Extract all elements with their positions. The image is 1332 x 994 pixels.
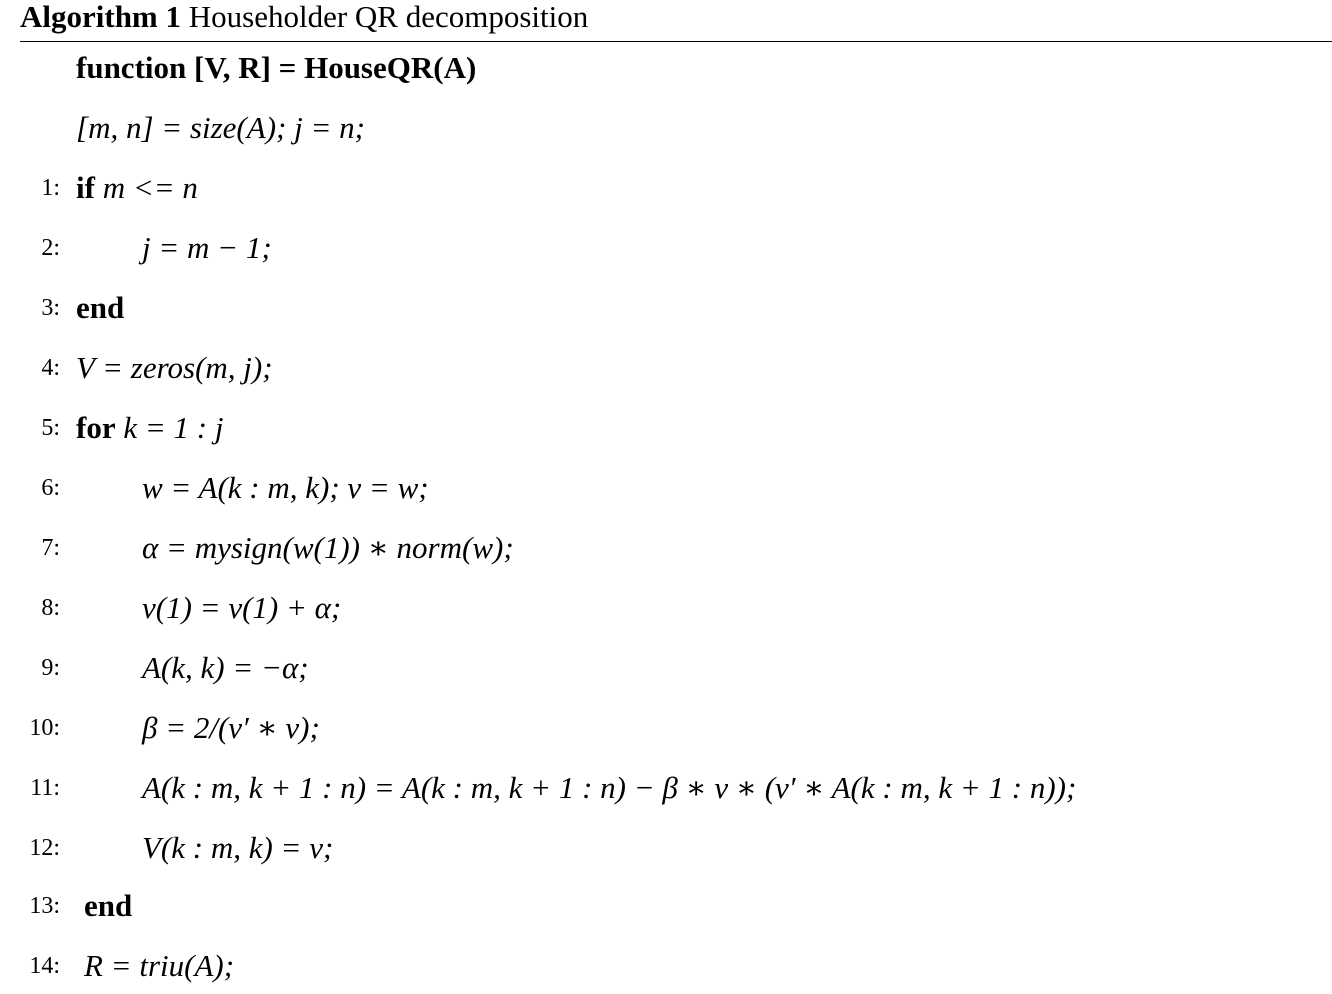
algorithm-line: [0, 288, 1332, 328]
line-number: 8:: [41, 595, 60, 621]
line-number: 12:: [29, 835, 60, 861]
statement: V(k : m, k) = v;: [142, 830, 334, 865]
line-number: 13:: [29, 893, 60, 919]
line-content: [76, 288, 124, 328]
line-content: [76, 408, 223, 448]
function-signature: function [V, R] = HouseQR(A): [76, 50, 477, 85]
keyword: for: [76, 410, 116, 445]
statement: α = mysign(w(1)) ∗ norm(w);: [142, 530, 514, 565]
line-number: 2:: [41, 235, 60, 261]
algorithm-line: [0, 708, 1332, 748]
line-content: [84, 946, 234, 986]
line-number: 5:: [41, 415, 60, 441]
algorithm-line: [0, 886, 1332, 926]
line-content: [76, 348, 273, 388]
line-content: [142, 708, 320, 748]
statement: w = A(k : m, k); v = w;: [142, 470, 429, 505]
algorithm-line: [0, 946, 1332, 986]
line-number: 6:: [41, 475, 60, 501]
statement: j = m − 1;: [142, 230, 272, 265]
line-content: [142, 768, 1076, 808]
line-number: 7:: [41, 535, 60, 561]
keyword: end: [84, 888, 133, 923]
line-content: [142, 648, 309, 688]
keyword: end: [76, 290, 125, 325]
statement: β = 2/(v′ ∗ v);: [142, 710, 320, 745]
algorithm-line: [0, 588, 1332, 628]
init-line: [0, 108, 1332, 148]
line-content: [142, 828, 333, 868]
algorithm-line: [0, 408, 1332, 448]
line-content: [84, 886, 132, 926]
statement: k = 1 : j: [123, 410, 224, 445]
algorithm-line: [0, 648, 1332, 688]
function-signature-line: [0, 48, 1332, 88]
line-content: [142, 528, 514, 568]
caption-label: Algorithm 1: [20, 0, 182, 34]
line-number: 3:: [41, 295, 60, 321]
algorithm-line: [0, 828, 1332, 868]
line-number: 9:: [41, 655, 60, 681]
statement: A(k, k) = −α;: [142, 650, 309, 685]
line-content: [142, 468, 429, 508]
line-number: 4:: [41, 355, 60, 381]
algorithm-line: [0, 528, 1332, 568]
statement: m <= n: [102, 170, 198, 205]
line-number: 1:: [41, 175, 60, 201]
algorithm-caption: [20, 0, 588, 34]
line-number: 10:: [29, 715, 60, 741]
statement: A(k : m, k + 1 : n) = A(k : m, k + 1 : n) − β ∗ v ∗ (v′ ∗ A(k : m, k + 1 : n));: [142, 770, 1077, 805]
algorithm-line: [0, 168, 1332, 208]
algorithm-line: [0, 348, 1332, 388]
line-content: [142, 228, 272, 268]
algorithm-line: [0, 768, 1332, 808]
line-number: 11:: [30, 775, 60, 801]
statement: V = zeros(m, j);: [76, 350, 273, 385]
algorithm-line: [0, 468, 1332, 508]
caption-rule: [20, 41, 1332, 42]
caption-title: Householder QR decomposition: [188, 0, 589, 34]
algorithm-line: [0, 228, 1332, 268]
line-number: 14:: [29, 953, 60, 979]
statement: v(1) = v(1) + α;: [142, 590, 342, 625]
keyword: if: [76, 170, 95, 205]
line-content: [76, 168, 198, 208]
statement: R = triu(A);: [84, 948, 235, 983]
init-statement: [m, n] = size(A); j = n;: [76, 110, 365, 145]
line-content: [142, 588, 341, 628]
